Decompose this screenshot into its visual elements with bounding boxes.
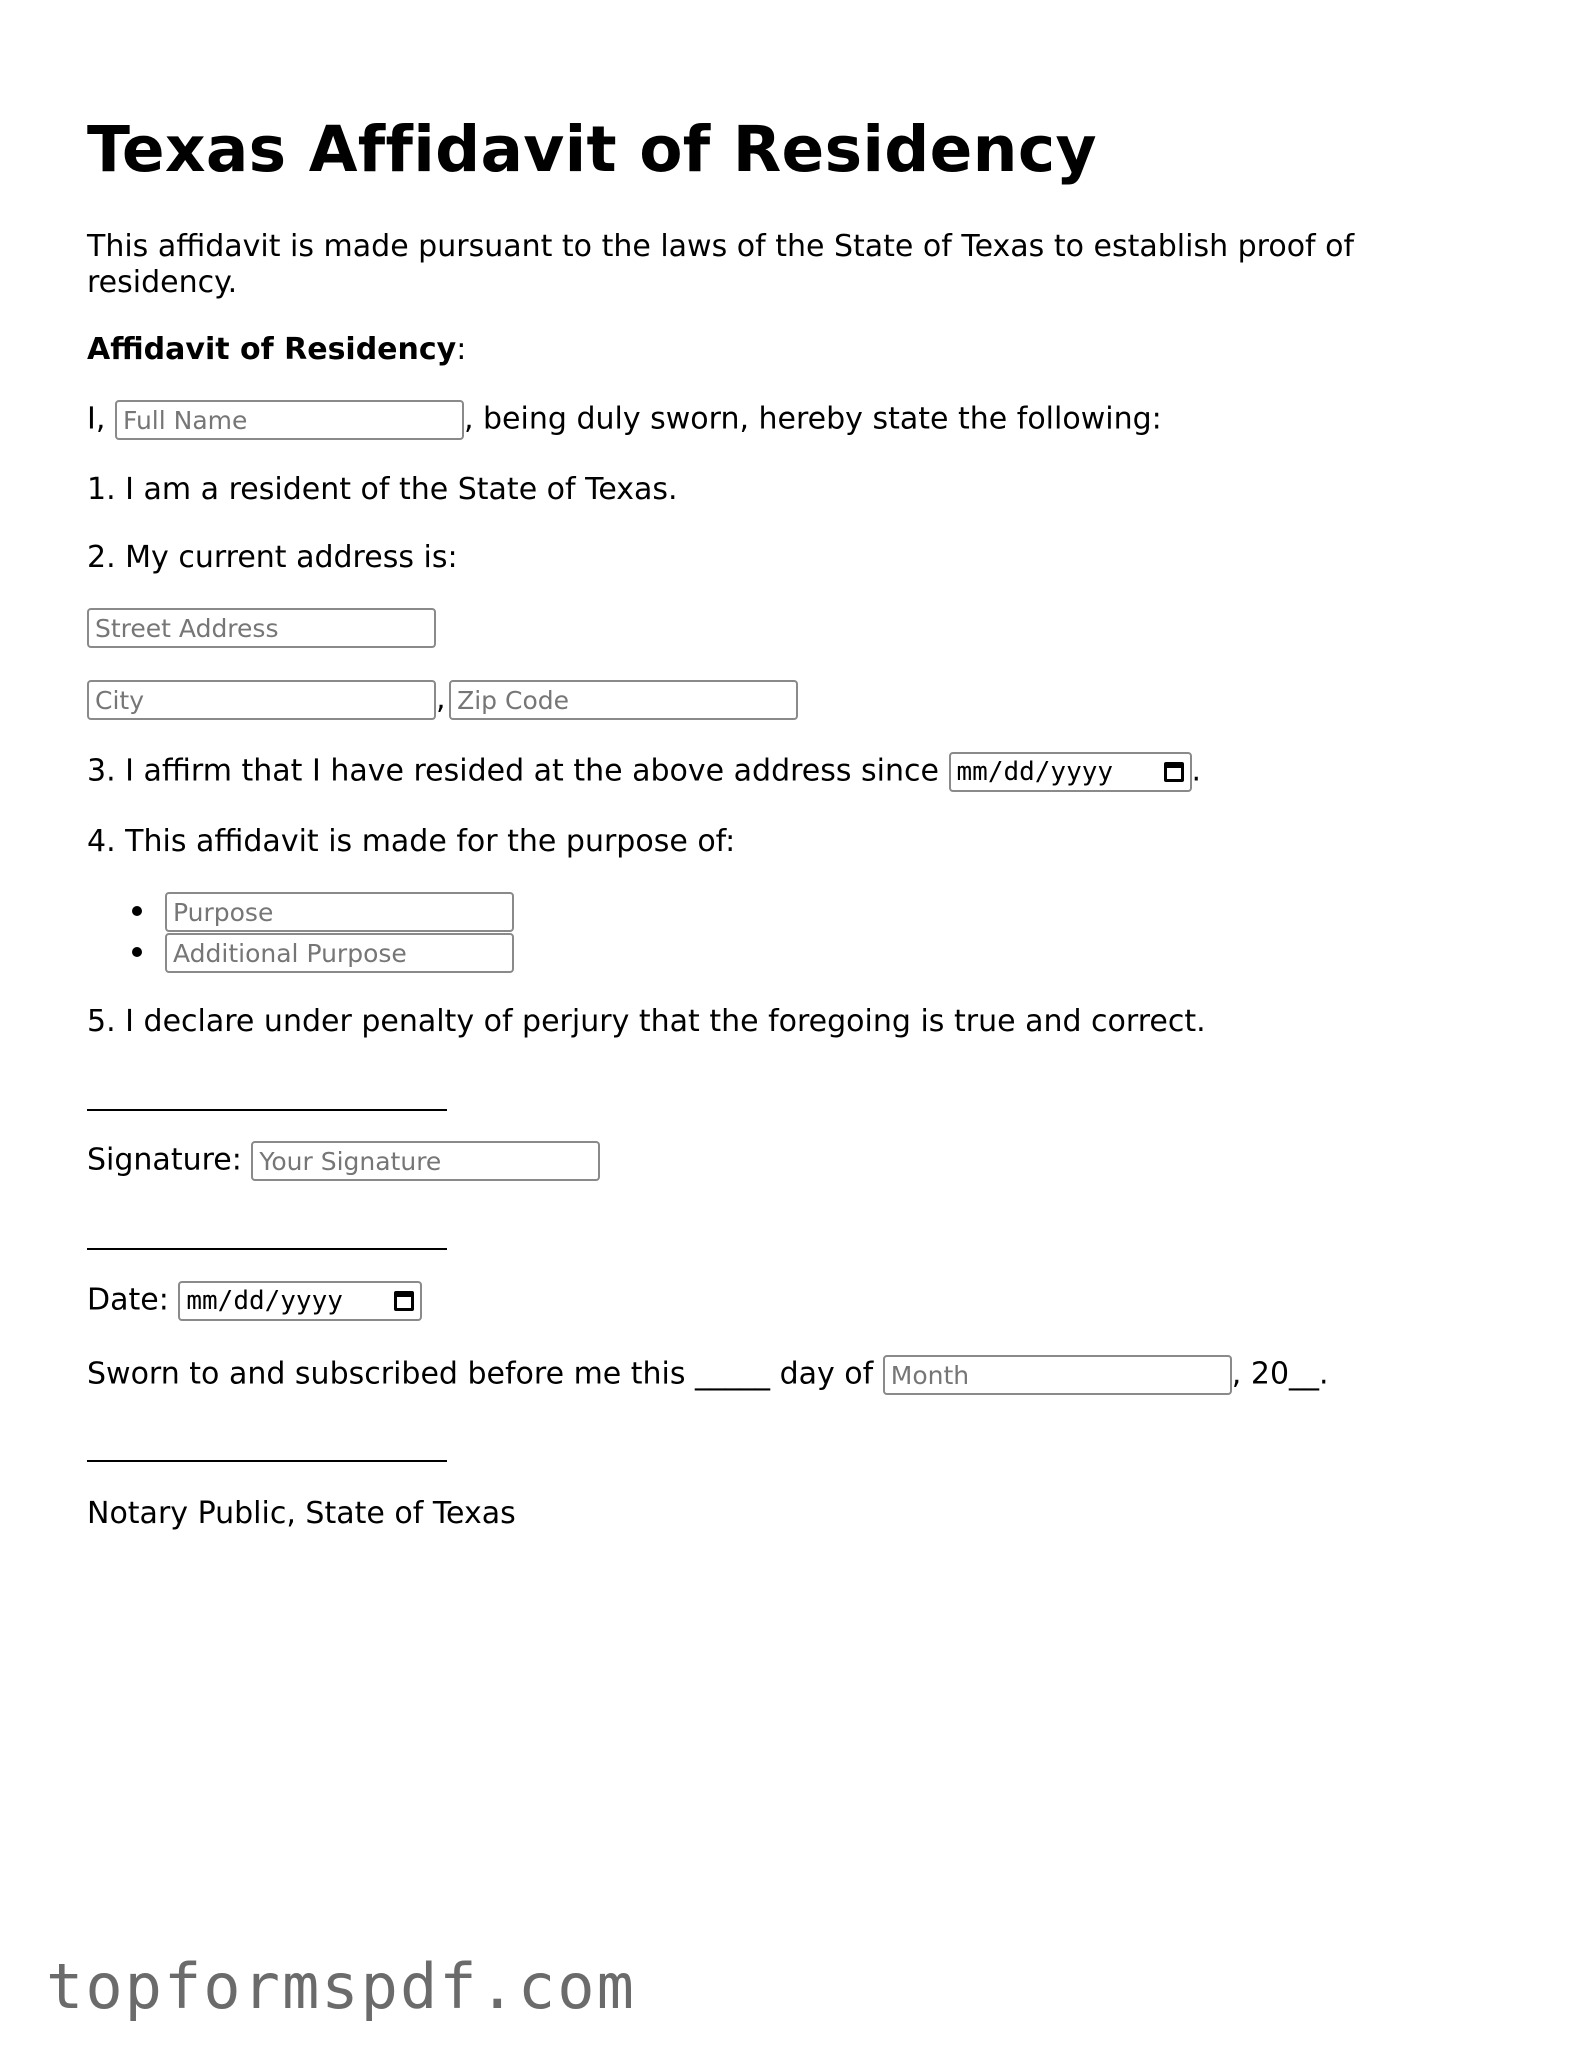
- bullet-icon: [132, 906, 142, 916]
- calendar-icon[interactable]: [1164, 762, 1184, 782]
- residence-date-input[interactable]: [949, 752, 1192, 792]
- date-line: [87, 1248, 447, 1250]
- name-line: [87, 400, 1162, 440]
- statement-5: 5. I declare under penalty of perjury that the foregoing is true and correct.: [87, 1004, 1206, 1039]
- residence-date-format: mm/dd/yyyy: [956, 757, 1114, 787]
- city-zip-line: [87, 680, 798, 720]
- name-suffix: , being duly sworn, hereby state the following:: [463, 401, 1162, 437]
- city-input[interactable]: [87, 680, 436, 720]
- statement-3: [87, 752, 1201, 792]
- street-address-input[interactable]: [87, 608, 436, 648]
- calendar-icon[interactable]: [394, 1291, 414, 1311]
- page-title: Texas Affidavit of Residency: [87, 113, 1097, 186]
- section-heading: [87, 332, 466, 368]
- watermark: topformspdf.com: [46, 1950, 636, 2023]
- section-heading-suffix: :: [456, 332, 467, 367]
- full-name-input[interactable]: [115, 400, 464, 440]
- signature-row: [87, 1141, 600, 1181]
- sworn-suffix: , 20__.: [1231, 1356, 1329, 1392]
- statement-2: 2. My current address is:: [87, 540, 458, 575]
- intro-text: This affidavit is made pursuant to the laws of the State of Texas to establish proof of residency.: [87, 229, 1355, 300]
- signature-line: [87, 1109, 447, 1111]
- date-label: Date:: [87, 1282, 169, 1318]
- signature-input[interactable]: [251, 1141, 600, 1181]
- purpose-input[interactable]: [165, 892, 514, 932]
- signature-label: Signature:: [87, 1142, 242, 1178]
- sworn-prefix: Sworn to and subscribed before me this _____ day of: [87, 1356, 874, 1392]
- zip-code-input[interactable]: [449, 680, 798, 720]
- section-heading-bold: Affidavit of Residency: [87, 332, 457, 367]
- notary-label: Notary Public, State of Texas: [87, 1496, 516, 1531]
- additional-purpose-input[interactable]: [165, 933, 514, 973]
- statement-3-text: 3. I affirm that I have resided at the above address since: [87, 753, 939, 789]
- statement-1: 1. I am a resident of the State of Texas.: [87, 472, 678, 507]
- city-zip-separator: ,: [436, 681, 446, 717]
- signature-date-input[interactable]: [178, 1281, 422, 1321]
- name-prefix: I,: [87, 401, 106, 437]
- date-row: [87, 1281, 422, 1321]
- month-input[interactable]: [883, 1355, 1232, 1395]
- street-line: [87, 608, 436, 648]
- statement-4: 4. This affidavit is made for the purpose of:: [87, 824, 736, 859]
- signature-date-format: mm/dd/yyyy: [186, 1286, 343, 1316]
- notary-line: [87, 1460, 447, 1462]
- statement-3-suffix: .: [1191, 753, 1202, 789]
- sworn-row: [87, 1355, 1329, 1395]
- bullet-icon: [132, 947, 142, 957]
